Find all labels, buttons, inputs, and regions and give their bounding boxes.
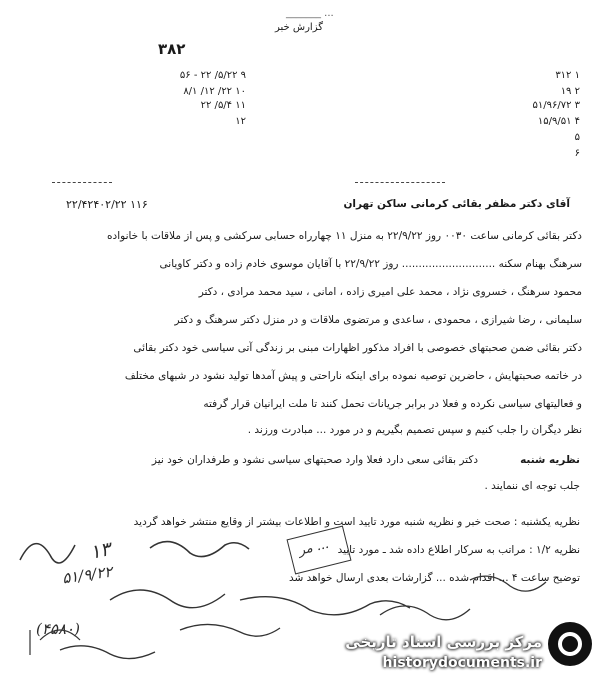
footer-line-1: نظریه یکشنبه : صحت خبر و نظریه شنبه مورد تایید است و اطلاعات بیشتر از وقایع منتشر خواهد گردید xyxy=(133,516,580,528)
stamp-text: مر ... xyxy=(296,536,331,559)
header-right-row-4: ۴ ۱۵/۹/۵۱ xyxy=(537,116,580,127)
handwritten-bottom-left: (۴۵۸۰) xyxy=(36,620,80,638)
section-label: نظریه شنبه xyxy=(520,454,580,466)
report-title: گزارش خبر xyxy=(275,22,323,33)
header-right-row-6: ۶ xyxy=(574,148,580,159)
section-text-2: جلب توجه ای ننمایند . xyxy=(484,480,580,492)
footer-line-2: نظریه ۱/۲ : مراتب به سرکار اطلاع داده شد ـ مورد تایید xyxy=(337,544,580,556)
footer-line-3: توضیح ساعت ۴ ... اقدام شده ... گزارشات بعدی ارسال خواهد شد xyxy=(288,572,580,584)
watermark-site-fa: مرکز بررسی اسناد تاریخی xyxy=(345,633,542,651)
header-dashes: _______ ... xyxy=(286,8,334,19)
header-right-row-1: ۱ ۳۱۲ xyxy=(555,70,580,81)
watermark-site-url: historydocuments.ir xyxy=(382,655,542,671)
handwritten-date: ۵۱/۹/۲۲ xyxy=(60,562,114,588)
body-line-1: دکتر بقائی کرمانی ساعت ۰۰۳۰ روز ۲۲/۹/۲۲ به منزل ۱۱ چهارراه حسابی سرکشی و پس از ملاقات با خانواده xyxy=(107,230,582,242)
header-left-row-2: ۱۰ ۲۲/ ۱۲/ ۸/۱ xyxy=(183,86,246,97)
header-left-row-3: ۱۱ ۵/۴/ ۲۲ xyxy=(200,100,246,111)
body-line-2: سرهنگ بهنام سکنه ............................ روز ۲۲/۹/۲۲ با آقایان موسوی خادم زاده و دکتر کاویانی xyxy=(159,258,582,270)
watermark-logo-icon xyxy=(548,622,592,666)
body-line-3: محمود سرهنگ ، خسروی نژاد ، محمد علی امیری زاده ، امانی ، سید محمد مرادی ، دکتر xyxy=(198,286,582,298)
header-left-row-1: ۹ ۵/۲۲/ ۲۲ - ۵۶ xyxy=(179,70,246,81)
body-line-8: نظر دیگران را جلب کنیم و سپس تصمیم بگیریم و در مورد ... مبادرت ورزند . xyxy=(247,424,582,436)
handwritten-number: ۱۳ xyxy=(87,538,113,564)
header-right-row-5: ۵ xyxy=(574,132,580,143)
body-line-4: سلیمانی ، رضا شیرازی ، محمودی ، ساعدی و مرتضوی ملاقات و در منزل دکتر سرهنگ و دکتر xyxy=(174,314,582,326)
subject-line: آقای دکتر مظفر بقائی کرمانی ساکن تهران xyxy=(343,198,570,210)
header-left-row-4: ۱۲ xyxy=(235,116,246,127)
top-number: ۳۸۲ xyxy=(158,40,186,58)
header-right-row-3: ۳ ۵۱/۹۶/۷۲ xyxy=(532,100,580,111)
reference-number: ۲۲/۴۲۴۰۲/۲۲ ۱۱۶ xyxy=(66,198,148,211)
body-line-5: دکتر بقائی ضمن صحبتهای خصوصی با افراد مذکور اظهارات مبنی بر زندگی آتی سیاسی خود دکتر بقائی xyxy=(133,342,582,354)
body-line-6: در خاتمه صحبتهایش ، حاضرین توصیه نموده برای اینکه ناراحتی و پیش آمدها تولید نشود در شبهای مختلف xyxy=(124,370,582,382)
body-line-7: و فعالیتهای سیاسی نکرده و فعلا در برابر جریانات تحمل کنند تا ملت ایرانیان قرار گرفته xyxy=(203,398,582,410)
header-right-row-2: ۲ ۱۹ xyxy=(560,86,580,97)
section-text: دکتر بقائی سعی دارد فعلا وارد صحبتهای سیاسی نشود و طرفداران خود نیز xyxy=(151,454,478,466)
